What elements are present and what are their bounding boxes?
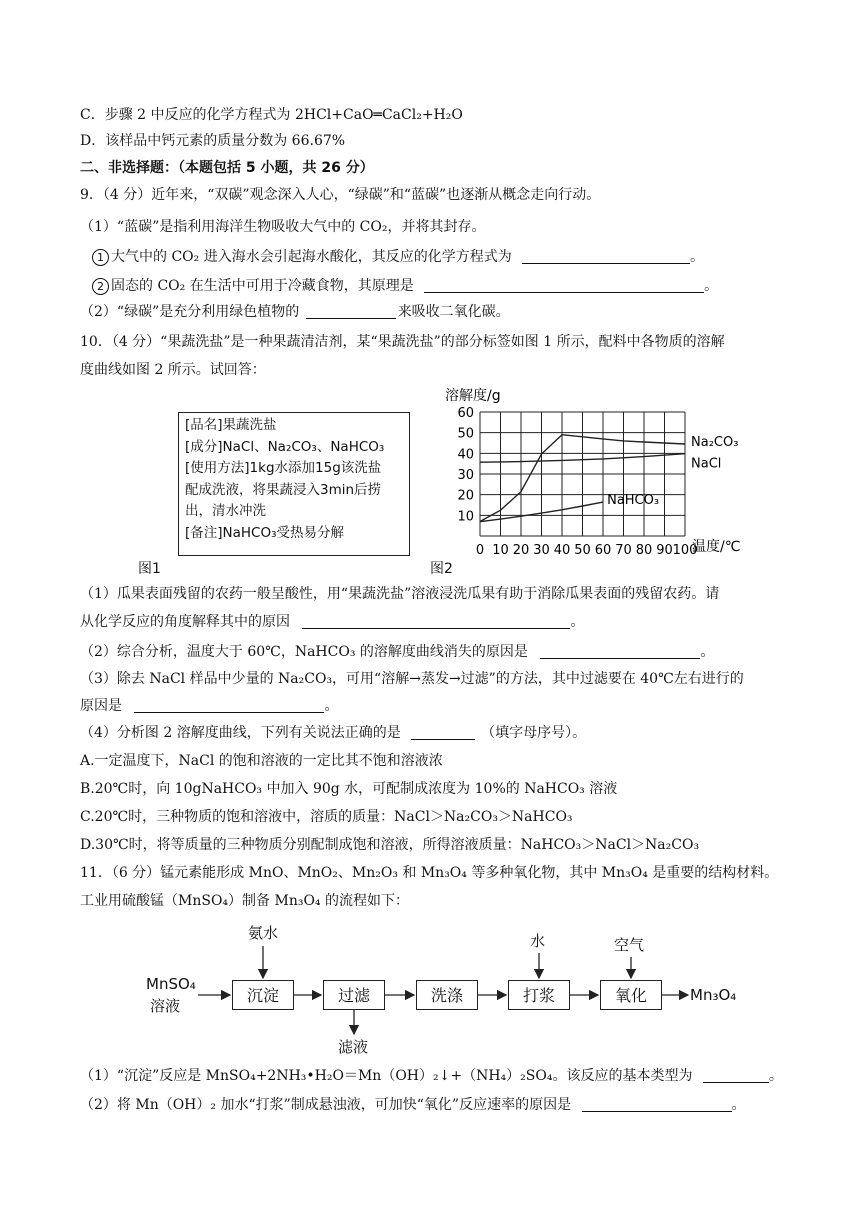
q11-part2: （2）将 Mn（OH）₂ 加水“打浆”制成悬浊液，可加快“氧化”反应速率的原因是 。 <box>80 1097 746 1113</box>
q11-stem-a: 11．（6 分）锰元素能形成 MnO、MnO₂、Mn₂O₃ 和 Mn₃O₄ 等多种氧化物，其中 Mn₃O₄ 是重要的结构材料。 <box>80 865 779 881</box>
y-axis-label: 溶解度/g <box>445 388 501 404</box>
x-tick-label: 30 <box>533 543 550 558</box>
answer-blank[interactable] <box>134 698 324 713</box>
label-line: [备注]NaHCO₃受热易分解 <box>185 524 345 541</box>
chart-ticks <box>457 406 697 558</box>
q9-part1: （1）“蓝碳”是指利用海洋生物吸收大气中的 CO₂，并将其封存。 <box>80 219 486 235</box>
answer-blank[interactable] <box>411 725 475 740</box>
q11-stem-b: 工业用硫酸锰（MnSO₄）制备 Mn₃O₄ 的流程如下： <box>80 893 409 909</box>
answer-blank[interactable] <box>522 249 690 264</box>
input-air: 空气 <box>614 936 645 954</box>
circled-number-1: 1 <box>92 249 109 266</box>
option-d: D.30℃时，将等质量的三种物质分别配制成饱和溶液，所得溶液质量：NaHCO₃＞NaCl＞Na₂CO₃ <box>80 837 700 853</box>
x-axis-label: 温度/℃ <box>692 539 741 555</box>
figure-2-caption: 图2 <box>430 561 453 577</box>
y-tick-label: 50 <box>457 426 474 442</box>
chart-series <box>480 435 738 522</box>
label-line: [品名]果蔬洗盐 <box>185 417 277 433</box>
step-precipitate: 沉淀 <box>232 980 294 1010</box>
product-label-figure <box>178 412 410 556</box>
option-c-line: C．步骤 2 中反应的化学方程式为 2HCl+CaO═CaCl₂+H₂O <box>80 107 463 123</box>
output-filtrate: 滤液 <box>338 1038 369 1056</box>
q9-stem: 9．（4 分）近年来，“双碳”观念深入人心，“绿碳”和“蓝碳”也逐渐从概念走向行动。 <box>80 187 601 203</box>
series-label: NaCl <box>691 456 722 472</box>
q10-part1a: （1）瓜果表面残留的农药一般呈酸性，用“果蔬洗盐”溶液浸洗瓜果有助于消除瓜果表面的残留农药。请 <box>80 586 720 602</box>
answer-blank[interactable] <box>424 278 704 293</box>
label-line: [成分]NaCl、Na₂CO₃、NaHCO₃ <box>185 438 385 455</box>
start-material-a: MnSO₄ <box>146 975 196 993</box>
input-water: 水 <box>530 932 546 950</box>
option-c: C.20℃时，三种物质的饱和溶液中，溶质的质量：NaCl＞Na₂CO₃＞NaHCO₃ <box>80 809 573 825</box>
series-label: NaHCO₃ <box>607 493 660 509</box>
step-slurry: 打浆 <box>508 980 570 1010</box>
y-tick-label: 60 <box>457 406 474 421</box>
answer-blank[interactable] <box>582 1097 732 1112</box>
q10-stem-a: 10．（4 分）“果蔬洗盐”是一种果蔬清洁剂，某“果蔬洗盐”的部分标签如图 1 所示，配料中各物质的溶解 <box>80 334 725 350</box>
x-tick-label: 0 <box>475 543 485 558</box>
input-ammonia: 氨水 <box>248 924 279 942</box>
q9-part1a: 1 大气中的 CO₂ 进入海水会引起海水酸化，其反应的化学方程式为 。 <box>92 247 704 267</box>
q10-stem-b: 度曲线如图 2 所示。试回答： <box>80 362 266 378</box>
start-material-b: 溶液 <box>150 997 181 1015</box>
step-wash: 洗涤 <box>416 980 478 1010</box>
x-tick-label: 80 <box>635 543 653 558</box>
label-line: 配成洗液，将果蔬浸入3min后捞 <box>185 481 382 498</box>
q10-part3b: 原因是 。 <box>80 698 339 714</box>
q9-part1b: 2 固态的 CO₂ 在生活中可用于冷藏食物，其原理是 。 <box>92 276 718 296</box>
figure-1-caption: 图1 <box>138 561 161 577</box>
q10-part1b: 从化学反应的角度解释其中的原因 。 <box>80 614 585 630</box>
circled-number-2: 2 <box>92 278 109 295</box>
q9-part2: （2）“绿碳”是充分利用绿色植物的 来吸收二氧化碳。 <box>80 304 510 320</box>
q10-part4: （4）分析图 2 溶解度曲线，下列有关说法正确的是 （填字母序号）。 <box>80 725 587 741</box>
x-tick-label: 50 <box>574 543 591 558</box>
answer-blank[interactable] <box>302 614 570 629</box>
answer-blank[interactable] <box>540 644 700 659</box>
x-tick-label: 90 <box>656 543 673 558</box>
x-tick-label: 100 <box>672 543 698 558</box>
q10-part3a: （3）除去 NaCl 样品中少量的 Na₂CO₃，可用“溶解→蒸发→过滤”的方法，其中过滤要在 40℃左右进行的 <box>80 671 744 687</box>
y-tick-label: 40 <box>457 447 474 463</box>
option-d-line: D．该样品中钙元素的质量分数为 66.67% <box>80 133 346 149</box>
y-tick-label: 30 <box>457 468 474 483</box>
q11-part1: （1）“沉淀”反应是 MnSO₄+2NH₃•H₂O＝Mn（OH）₂↓+（NH₄）₂SO₄。该反应的基本类型为 。 <box>80 1068 783 1084</box>
x-tick-label: 60 <box>594 543 612 558</box>
answer-blank[interactable] <box>703 1068 769 1083</box>
solubility-chart <box>440 376 760 576</box>
answer-blank[interactable] <box>306 304 396 319</box>
x-tick-label: 70 <box>615 543 632 558</box>
y-tick-label: 20 <box>457 488 474 504</box>
x-tick-label: 40 <box>553 543 571 558</box>
option-b: B.20℃时，向 10gNaHCO₃ 中加入 90g 水，可配制成浓度为 10%的 NaHCO₃ 溶液 <box>80 781 618 797</box>
x-tick-label: 10 <box>492 543 509 558</box>
product-label: Mn₃O₄ <box>690 986 737 1004</box>
section-two-heading: 二、非选择题：（本题包括 5 小题，共 26 分） <box>80 160 374 176</box>
label-line: [使用方法]1kg水添加15g该洗盐 <box>185 460 382 476</box>
y-tick-label: 10 <box>457 509 474 525</box>
step-oxidize: 氧化 <box>600 980 662 1010</box>
x-tick-label: 20 <box>512 543 530 558</box>
step-filter: 过滤 <box>323 980 385 1010</box>
label-line: 出，清水冲洗 <box>185 503 266 519</box>
option-a: A.一定温度下，NaCl 的饱和溶液的一定比其不饱和溶液浓 <box>80 753 443 769</box>
series-label: Na₂CO₃ <box>691 435 739 451</box>
q10-part2: （2）综合分析，温度大于 60℃，NaHCO₃ 的溶解度曲线消失的原因是 。 <box>80 644 715 660</box>
